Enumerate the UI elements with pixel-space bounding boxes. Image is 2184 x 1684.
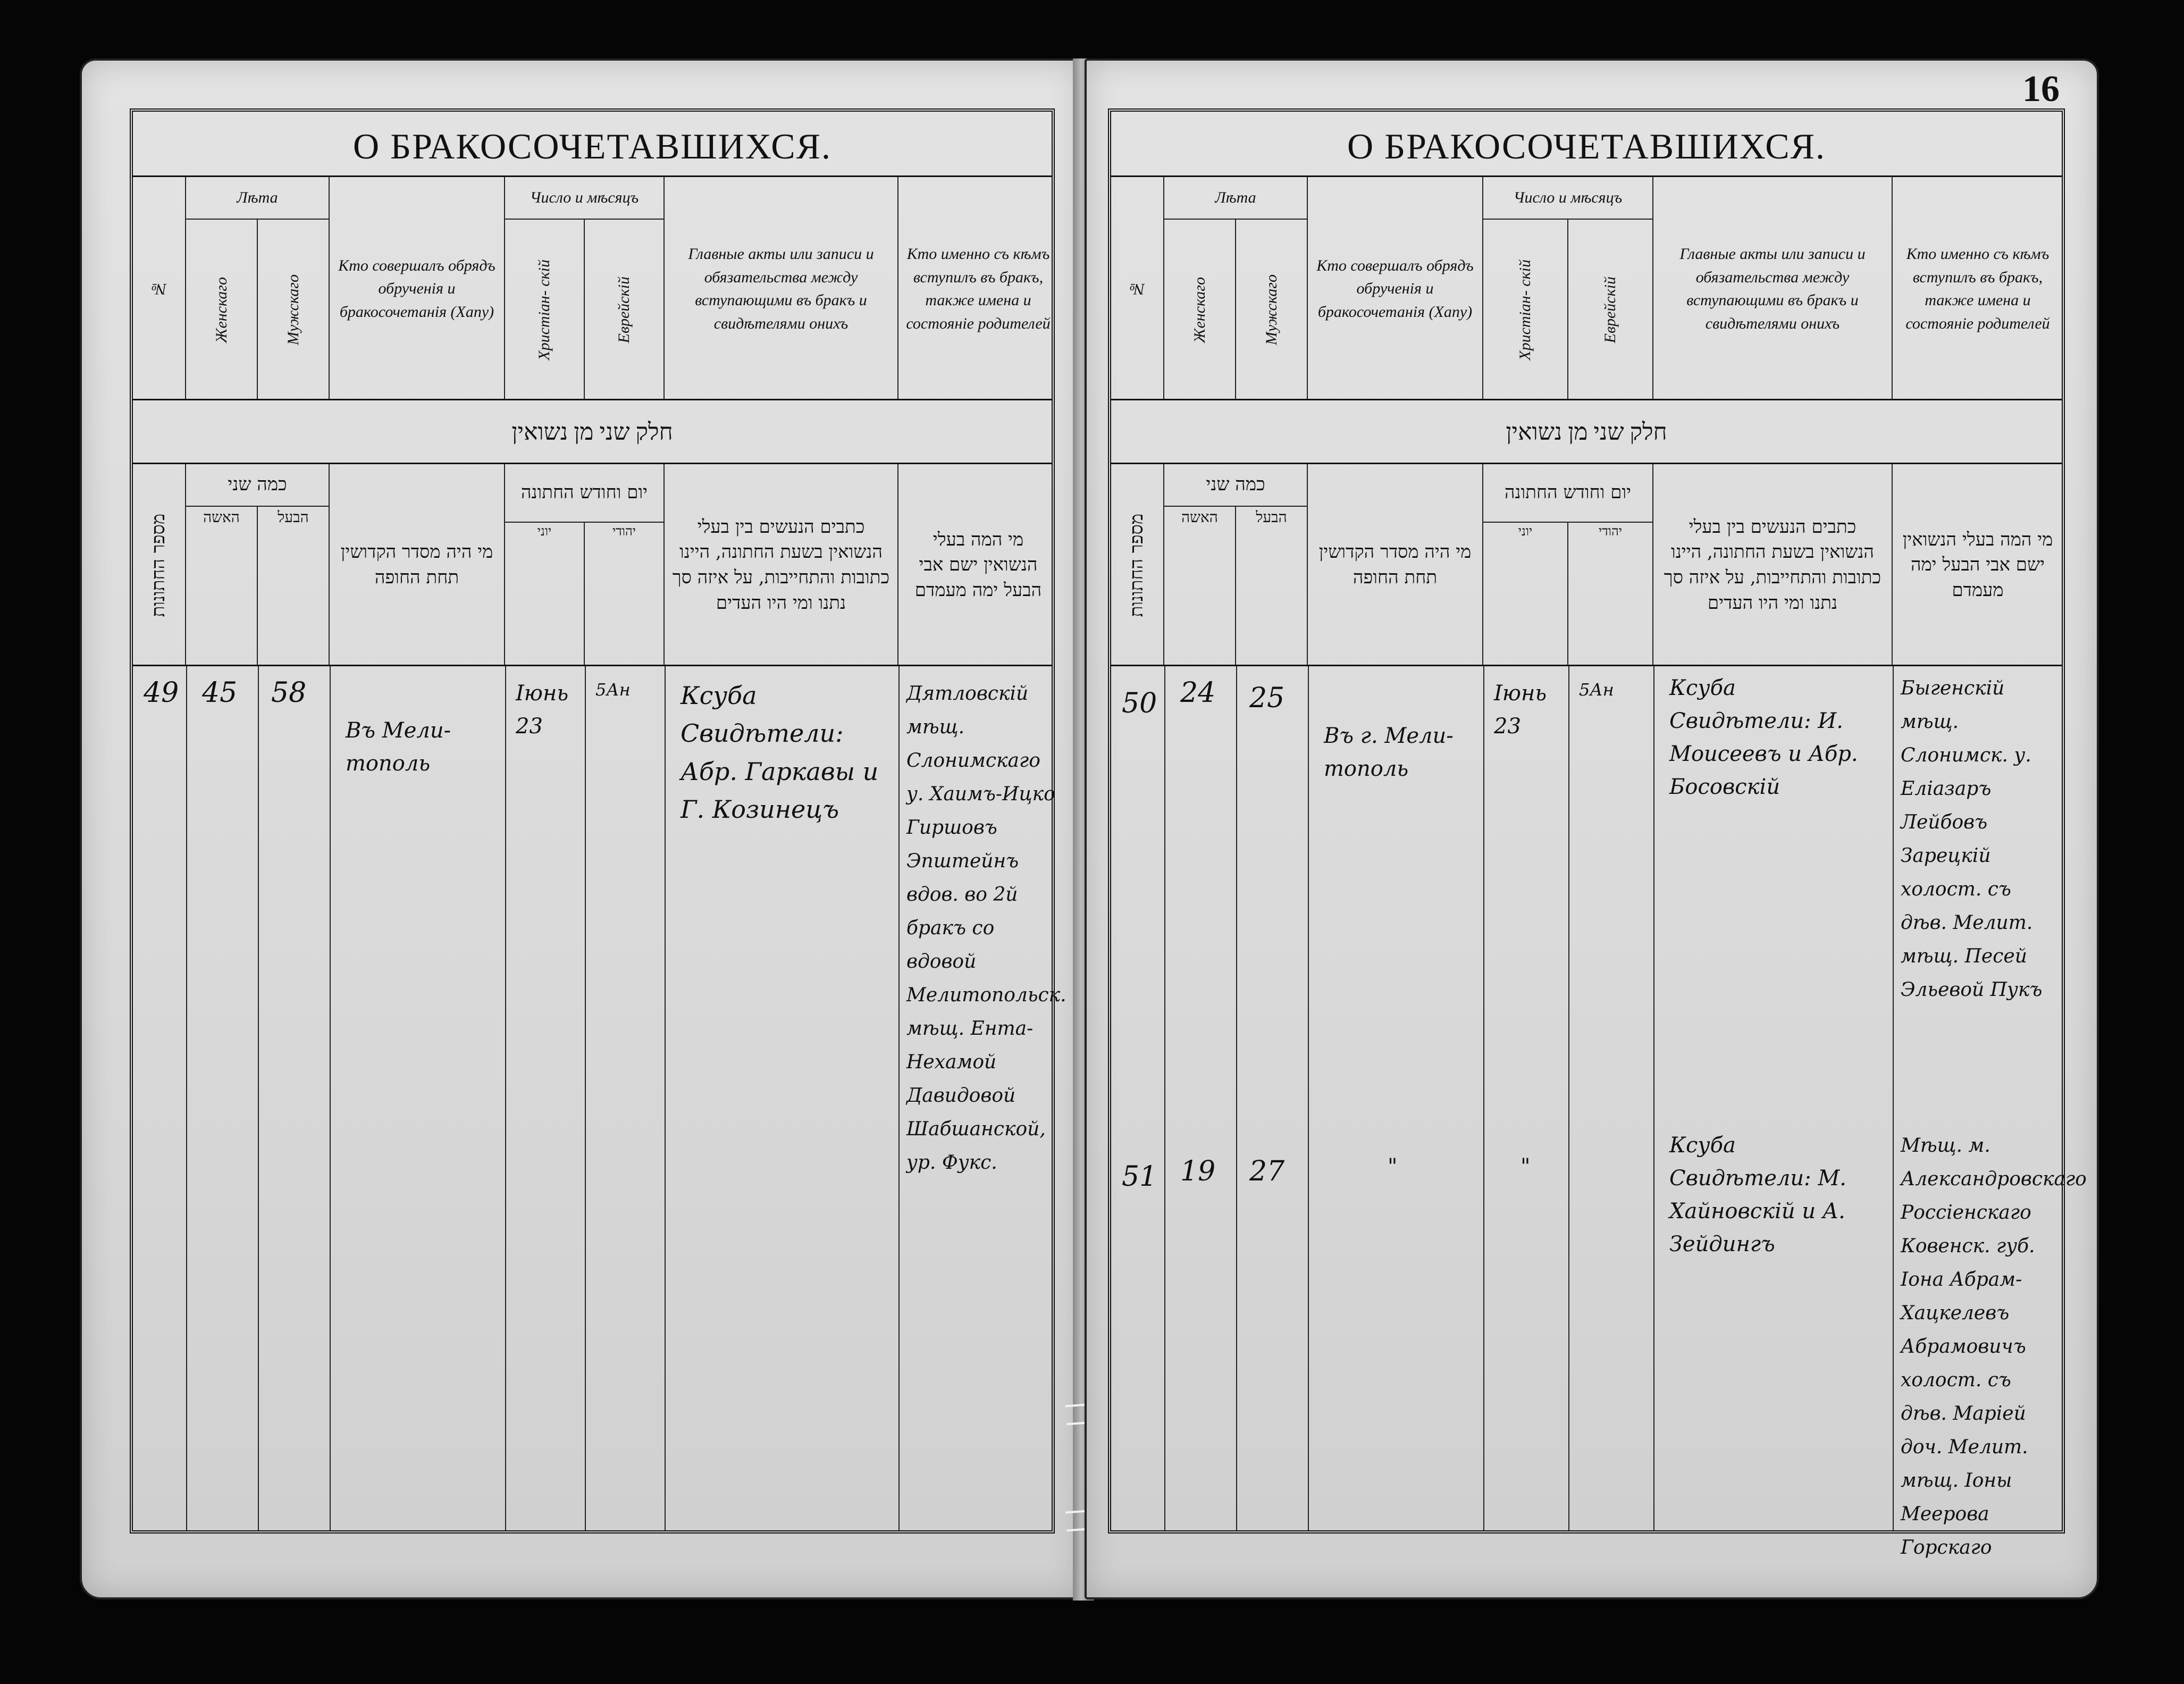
entry-who: Мѣщ. м. Александровскаго Россіенскаго Ковенск. губ. Іона Абрам-Хацкелевъ Абрамовичъ холост. съ дѣв. Маріей доч. Мелит. мѣщ. Іоны Меерова Горскаго [1901, 1135, 2087, 1559]
entry-wife-age: 24 [1180, 677, 1216, 709]
entry-officiant: " [1388, 1154, 1398, 1179]
entry-who: Дятловскій мѣщ. Слонимскаго у. Хаимъ-Ицко Гиршовъ Эпштейнъ вдов. во 2й бракъ со вдовой Мелитопольск. мѣщ. Ента-Нехамой Давидовой Шабшанской, ур. Фукс. [906, 683, 1066, 1174]
header-date: Число и мѣсяцъ [1483, 177, 1653, 220]
header-date: Число и мѣсяцъ [505, 177, 665, 220]
header-jewish-date: Еврейскій [1568, 220, 1653, 400]
entries-body [133, 665, 1066, 1530]
entry-husband-age: 25 [1249, 682, 1285, 714]
header-years: Лѣта [1164, 177, 1308, 220]
hebrew-header-number: מספר החתונות [133, 464, 186, 666]
hebrew-part-title: חלק שני מן נשואין [511, 419, 673, 445]
header-male: Мужскаго [1236, 220, 1308, 400]
hebrew-header-acts: כתבים הנעשים בין בעלי הנשואין בשעת החתונה, היינו כתובות והתחייבות, על איזה סך נתנו ומי היו העדים [1653, 464, 1893, 666]
hebrew-header-years: כמה שני [186, 464, 330, 507]
header-christian-date: Христіан- скій [505, 220, 585, 400]
entry-husband-age: 27 [1249, 1155, 1285, 1187]
entry-officiant: Въ Мели- тополь [346, 718, 451, 776]
hebrew-header-officiant: מי היה מסדר הקדושין תחת החופה [1308, 464, 1483, 666]
header-jewish-date: Еврейскій [585, 220, 665, 400]
column-rule [1483, 666, 1484, 1530]
column-rule [665, 666, 666, 1530]
entry-officiant: Въ г. Мели- тополь [1324, 724, 1454, 781]
entry-number: 50 [1122, 688, 1157, 719]
register-grid [130, 108, 1066, 1534]
hebrew-header-husband: הבעל [1236, 507, 1308, 666]
entry-date-christian: Іюнь 23 [1494, 681, 1547, 739]
entry-date-jewish: 5Ан [595, 680, 631, 700]
header-years: Лѣта [186, 177, 330, 220]
entry-date-christian: " [1521, 1154, 1531, 1179]
hebrew-part-title: חלק שני מן נשואין [1506, 419, 1667, 445]
entry-number: 49 [144, 677, 179, 709]
hebrew-header-husband: הבעל [258, 507, 330, 666]
page-number: 16 [2022, 69, 2060, 110]
header-officiant: Кто совершалъ обрядъ обрученія и бракосочетанія (Хапу) [1308, 177, 1483, 400]
column-rule [258, 666, 259, 1530]
page-title: О БРАКОСОЧЕТАВШИХСЯ. [1111, 112, 2062, 177]
column-rule [898, 666, 900, 1530]
hebrew-header-row [1111, 463, 2062, 666]
russian-header-row [133, 175, 1052, 400]
header-number: № [133, 177, 186, 400]
header-who: Кто именно съ кѣмъ вступилъ въ бракъ, также имена и состояніе родителей [1905, 245, 2050, 332]
entry-acts: Ксуба Свидѣтели: Абр. Гаркавы и Г. Козинецъ [681, 681, 879, 824]
column-rule [1308, 666, 1309, 1530]
left-page [80, 58, 1083, 1599]
column-rule [1164, 666, 1165, 1530]
hebrew-header-jul: יוני [1483, 523, 1568, 666]
column-rule [1653, 666, 1654, 1530]
hebrew-header-officiant: מי היה מסדר הקדושין תחת החופה [330, 464, 505, 666]
column-rule [330, 666, 331, 1530]
entry-husband-age: 58 [271, 677, 307, 709]
column-rule [585, 666, 586, 1530]
column-rule [1568, 666, 1569, 1530]
hebrew-header-who: מי המה בעלי הנשואין ישם אבי הבעל ימה מעמדם [1902, 529, 2053, 601]
hebrew-header-jul: יוני [505, 523, 585, 666]
hebrew-part-band [1111, 399, 2062, 464]
entries-body [1111, 665, 2087, 1559]
entry-date-jewish: 5Ан [1579, 680, 1614, 700]
register-grid [1108, 108, 2087, 1559]
hebrew-header-date: יום וחודש החתונה [1483, 464, 1653, 523]
header-female: Женскаго [1164, 220, 1236, 400]
header-number: № [1111, 177, 1164, 400]
entry-who: Быгенскій мѣщ. Слонимск. у. Еліазаръ Лейбовъ Зарецкій холост. съ дѣв. Мелит. мѣщ. Песей Эльевой Пукъ [1901, 677, 2043, 1001]
header-officiant: Кто совершалъ обрядъ обрученія и бракосочетанія (Хапу) [330, 177, 505, 400]
hebrew-header-wife: האשה [186, 507, 258, 666]
russian-header-row [1111, 175, 2062, 400]
header-acts: Главные акты или записи и обязательства между вступающими въ бракъ и свидѣтелями онихъ [1653, 177, 1893, 400]
page-title: О БРАКОСОЧЕТАВШИХСЯ. [133, 112, 1052, 177]
hebrew-header-acts: כתבים הנעשים בין בעלי הנשואין בשעת החתונה, היינו כתובות והתחייבות, על איזה סך נתנו ומי היו העדים [665, 464, 898, 666]
entry-acts: Ксуба Свидѣтели: И. Моисеевъ и Абр. Босовскій [1669, 676, 1858, 799]
column-rule [505, 666, 506, 1530]
column-rule [1893, 666, 1894, 1530]
hebrew-header-years: כמה שני [1164, 464, 1308, 507]
column-rule [1236, 666, 1237, 1530]
hebrew-header-number: מספר החתונות [1111, 464, 1164, 666]
hebrew-header-heb: יהודי [585, 523, 665, 666]
right-page [1085, 58, 2099, 1599]
entry-wife-age: 45 [202, 677, 238, 709]
open-register-book [80, 58, 2100, 1601]
column-rule [186, 666, 187, 1530]
entry-acts: Ксуба Свидѣтели: М. Хайновскій и А. Зейдингъ [1669, 1133, 1846, 1256]
entry-date-christian: Іюнь 23 [516, 681, 569, 739]
hebrew-header-who: מי המה בעלי הנשואין ישם אבי הבעל ימה מעמדם [914, 529, 1042, 601]
hebrew-header-heb: יהודי [1568, 523, 1653, 666]
hebrew-header-row [133, 463, 1052, 666]
header-acts: Главные акты или записи и обязательства между вступающими въ бракъ и свидѣтелями онихъ [665, 177, 898, 400]
hebrew-header-wife: האשה [1164, 507, 1236, 666]
entry-number: 51 [1122, 1161, 1157, 1193]
entry-wife-age: 19 [1180, 1155, 1216, 1187]
hebrew-part-band [133, 399, 1052, 464]
header-male: Мужскаго [258, 220, 330, 400]
header-christian-date: Христіан- скій [1483, 220, 1568, 400]
header-who: Кто именно съ кѣмъ вступилъ въ бракъ, также имена и состояніе родителей [906, 245, 1051, 332]
header-female: Женскаго [186, 220, 258, 400]
hebrew-header-date: יום וחודש החתונה [505, 464, 665, 523]
